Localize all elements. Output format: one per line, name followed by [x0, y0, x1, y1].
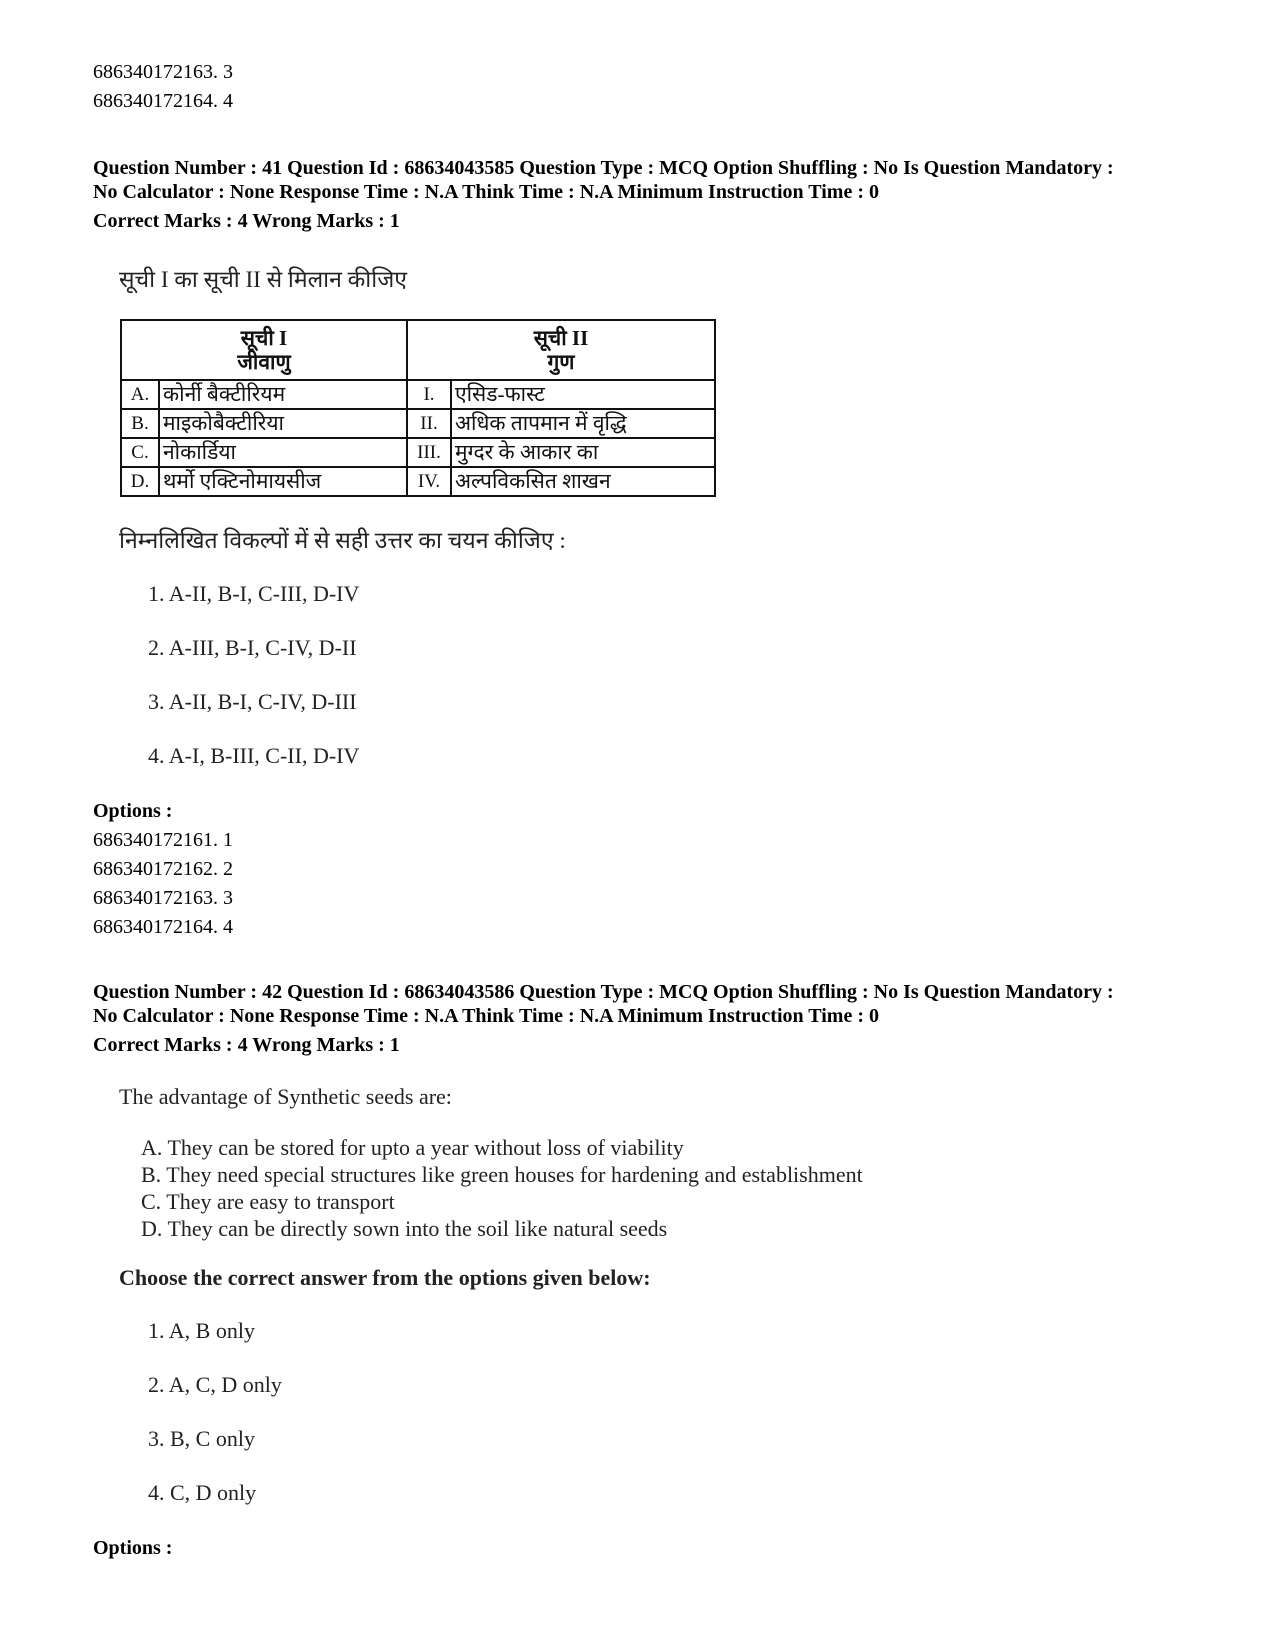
list1-header: सूची I जीवाणु	[121, 320, 407, 380]
q41-choice: 3. A-II, B-I, C-IV, D-III	[148, 689, 357, 714]
option-line: 686340172161. 1	[93, 829, 233, 851]
option-line: 686340172163. 3	[93, 887, 233, 909]
q42-choice: 4. C, D only	[148, 1480, 257, 1505]
q42-prompt: The advantage of Synthetic seeds are:	[119, 1084, 452, 1109]
table-row: B. माइकोबैक्टीरिया II. अधिक तापमान में वृद्धि	[121, 409, 715, 438]
option-line: 686340172164. 4	[93, 916, 233, 938]
q42-statement: B. They need special structures like green houses for hardening and establishment	[141, 1162, 863, 1187]
q41-instruction: निम्नलिखित विकल्पों में से सही उत्तर का चयन कीजिए :	[119, 528, 566, 553]
q41-marks: Correct Marks : 4 Wrong Marks : 1	[93, 210, 400, 232]
q41-choice: 4. A-I, B-III, C-II, D-IV	[148, 743, 360, 768]
q41-meta-line1: Question Number : 41 Question Id : 68634043585 Question Type : MCQ Option Shuffling : No Is Question Mandatory :	[93, 157, 1114, 179]
q42-statement: D. They can be directly sown into the soil like natural seeds	[141, 1216, 668, 1241]
q42-statement: C. They are easy to transport	[141, 1189, 395, 1214]
q41-prompt: सूची I का सूची II से मिलान कीजिए	[119, 267, 408, 292]
option-line: 686340172162. 2	[93, 858, 233, 880]
option-line: 686340172163. 3	[93, 61, 233, 83]
q42-choice: 1. A, B only	[148, 1318, 255, 1343]
table-row: C. नोकार्डिया III. मुग्दर के आकार का	[121, 438, 715, 467]
q42-meta-line1: Question Number : 42 Question Id : 68634043586 Question Type : MCQ Option Shuffling : No Is Question Mandatory :	[93, 981, 1114, 1003]
option-line: 686340172164. 4	[93, 90, 233, 112]
table-row: A. कोर्नी बैक्टीरियम I. एसिड-फास्ट	[121, 380, 715, 409]
q42-statement: A. They can be stored for upto a year without loss of viability	[141, 1135, 684, 1160]
q42-options-label: Options :	[93, 1537, 173, 1559]
q41-choice: 1. A-II, B-I, C-III, D-IV	[148, 581, 360, 606]
q41-options-label: Options :	[93, 800, 173, 822]
q42-meta-line2: No Calculator : None Response Time : N.A Think Time : N.A Minimum Instruction Time : 0	[93, 1005, 879, 1027]
list2-header: सूची II गुण	[407, 320, 715, 380]
q41-match-table	[120, 319, 716, 497]
q42-choice: 2. A, C, D only	[148, 1372, 282, 1397]
table-row: D. थर्मो एक्टिनोमायसीज IV. अल्पविकसित शाखन	[121, 467, 715, 496]
q42-choice: 3. B, C only	[148, 1426, 255, 1451]
q41-choice: 2. A-III, B-I, C-IV, D-II	[148, 635, 357, 660]
q42-instruction: Choose the correct answer from the options given below:	[119, 1265, 651, 1290]
q42-marks: Correct Marks : 4 Wrong Marks : 1	[93, 1034, 400, 1056]
q41-meta-line2: No Calculator : None Response Time : N.A Think Time : N.A Minimum Instruction Time : 0	[93, 181, 879, 203]
